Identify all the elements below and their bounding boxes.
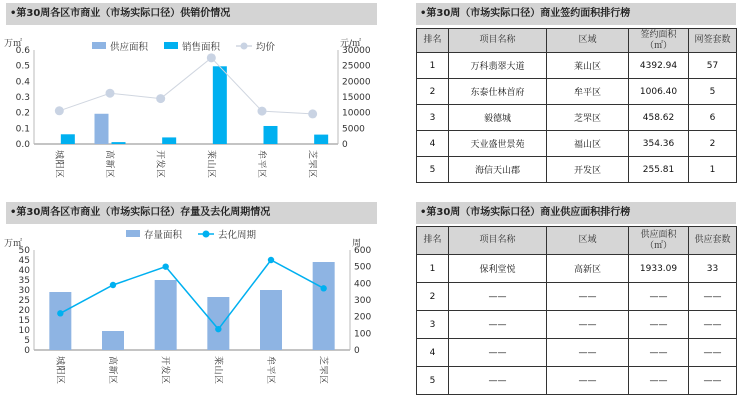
signing-table-cell: 芝罘区: [547, 105, 629, 131]
right-tick-label: 400: [354, 279, 372, 290]
right-tick-label: 200: [354, 312, 372, 323]
supply-table-cell: 保利堂悦: [449, 255, 547, 283]
right-axis-unit: 元/㎡: [340, 39, 362, 49]
signing-table-row: [417, 131, 737, 157]
signing-table-cell: 4392.94: [629, 53, 689, 79]
supply-table-row: [417, 311, 737, 339]
signing-table-cell: 57: [689, 53, 737, 79]
supply-table-cell: ——: [689, 283, 737, 311]
supply-bar: [95, 114, 109, 144]
signing-table-cell: 福山区: [547, 131, 629, 157]
legend-label: 去化周期: [218, 230, 257, 241]
category-label-char: 阳: [54, 365, 65, 375]
supply-table-cell: ——: [547, 367, 629, 395]
signing-header-cell: 项目名称: [449, 29, 547, 53]
left-tick-label: 40: [18, 266, 30, 276]
legend-swatch: [126, 230, 140, 237]
supply-table-cell: ——: [629, 311, 689, 339]
supply-table-cell: 4: [417, 339, 449, 367]
legend-marker: [203, 231, 210, 238]
left-tick-label: 0.1: [15, 124, 30, 135]
signing-table-cell: 牟平区: [547, 79, 629, 105]
category-label-char: 发: [159, 365, 170, 375]
supply-table-cell: ——: [629, 367, 689, 395]
supply-table-cell: ——: [547, 283, 629, 311]
stock-bar: [102, 331, 124, 350]
cycle-point: [57, 310, 63, 316]
legend-swatch: [92, 42, 106, 49]
left-tick-label: 0.5: [15, 61, 30, 72]
category-label-char: 莱: [212, 355, 223, 366]
stock-bar: [313, 262, 335, 350]
stock-chart-title: •第30周各区市商业（市场实际口径）存量及去化周期情况: [6, 202, 377, 224]
category-label-char: 罘: [306, 159, 317, 169]
supply-table-cell: ——: [547, 339, 629, 367]
left-tick-label: 0.6: [15, 46, 30, 56]
category-label-char: 区: [317, 374, 328, 385]
signing-table-cell: 3: [417, 105, 449, 131]
signing-table-cell: 东泰仕林首府: [449, 79, 547, 105]
sales-bar: [112, 142, 126, 144]
category-label-char: 牟: [265, 355, 275, 366]
category-label-char: 山: [205, 159, 216, 169]
supply-header-cell: 项目名称: [449, 227, 547, 255]
category-label-char: 区: [265, 374, 275, 385]
price-point: [106, 89, 115, 98]
right-tick-label: 10000: [342, 108, 371, 119]
signing-table-cell: 4: [417, 131, 449, 157]
category-label-char: 新: [104, 159, 114, 169]
left-tick-label: 0: [24, 346, 30, 356]
legend-label: 存量面积: [144, 230, 183, 241]
signing-table-cell: 1006.40: [629, 79, 689, 105]
price-point: [55, 106, 64, 115]
cycle-point: [320, 285, 326, 291]
cycle-point: [268, 257, 274, 263]
category-label-char: 城: [53, 149, 64, 160]
signing-table-cell: 开发区: [547, 157, 629, 183]
supply-table-cell: ——: [449, 339, 547, 367]
legend-swatch: [164, 42, 178, 49]
cycle-point: [110, 282, 116, 288]
signing-table-cell: 2: [417, 79, 449, 105]
price-point: [156, 94, 165, 103]
category-label-char: 开: [159, 355, 170, 366]
legend-label: 供应面积: [110, 42, 149, 53]
stock-bar: [207, 297, 229, 350]
left-tick-label: 25: [18, 296, 30, 306]
right-tick-label: 25000: [342, 61, 371, 72]
signing-table-cell: 458.62: [629, 105, 689, 131]
right-tick-label: 500: [354, 262, 372, 273]
category-label-char: 区: [256, 168, 266, 179]
right-tick-label: 30000: [342, 46, 371, 56]
supply-table-row: [417, 255, 737, 283]
signing-header-cell: 区域: [547, 29, 629, 53]
signing-table-cell: 255.81: [629, 157, 689, 183]
supply-header-cell: 供应套数: [689, 227, 737, 255]
supply-table-cell: ——: [449, 367, 547, 395]
left-tick-label: 0.0: [15, 140, 30, 150]
supply-table-row: [417, 367, 737, 395]
price-point: [258, 107, 267, 116]
category-label-char: 高: [107, 355, 117, 366]
sales-bar: [213, 66, 227, 144]
signing-table-cell: 1: [689, 157, 737, 183]
supply-table-cell: ——: [689, 311, 737, 339]
right-tick-label: 5000: [342, 124, 365, 135]
signing-table-cell: 5: [689, 79, 737, 105]
category-label-char: 牟: [256, 149, 266, 160]
category-label-char: 区: [306, 168, 317, 179]
category-label-char: 罘: [317, 365, 328, 375]
supply-header-cell: 供应面积 （㎡）: [629, 227, 689, 255]
right-tick-label: 0: [354, 346, 360, 356]
right-tick-label: 15000: [342, 93, 371, 103]
signing-table-cell: 毅德城: [449, 105, 547, 131]
signing-table-row: [417, 79, 737, 105]
signing-table-row: [417, 105, 737, 131]
price-line: [59, 58, 312, 114]
signing-header-cell: 排名: [417, 29, 449, 53]
left-tick-label: 0.3: [15, 93, 30, 103]
legend-label: 均价: [256, 42, 276, 53]
category-label-char: 芝: [317, 355, 328, 366]
category-label-char: 新: [107, 365, 117, 375]
signing-table-row: [417, 157, 737, 183]
stock-bar: [49, 292, 71, 350]
category-label-char: 区: [104, 168, 114, 179]
left-tick-label: 10: [18, 326, 30, 336]
signing-header-cell: 签约面积 （㎡）: [629, 29, 689, 53]
left-tick-label: 30: [18, 286, 30, 296]
right-tick-label: 100: [354, 329, 372, 340]
right-tick-label: 600: [354, 246, 372, 256]
category-label-char: 平: [256, 159, 266, 169]
stock-bar: [155, 280, 177, 350]
category-label-char: 芝: [306, 149, 317, 160]
category-label-char: 莱: [205, 149, 216, 160]
signing-table-cell: 2: [689, 131, 737, 157]
left-tick-label: 5: [24, 336, 30, 346]
category-label-char: 开: [154, 149, 165, 160]
left-tick-label: 45: [18, 256, 30, 266]
supply-table-cell: 2: [417, 283, 449, 311]
signing-table-cell: 354.36: [629, 131, 689, 157]
right-tick-label: 0: [342, 140, 348, 150]
category-label-char: 区: [107, 374, 117, 385]
category-label-char: 区: [54, 374, 65, 385]
legend-marker: [241, 43, 248, 50]
sales-bar: [314, 135, 328, 144]
left-tick-label: 0.4: [15, 77, 30, 88]
left-tick-label: 15: [18, 316, 30, 326]
signing-table-cell: 莱山区: [547, 53, 629, 79]
category-label-char: 阳: [53, 159, 64, 169]
cycle-point: [162, 263, 168, 269]
supply-header-cell: 区域: [547, 227, 629, 255]
category-label-char: 高: [104, 149, 114, 160]
signing-table-cell: 天业盛世景苑: [449, 131, 547, 157]
supply-table-cell: 33: [689, 255, 737, 283]
category-label-char: 山: [212, 365, 223, 375]
signing-table-cell: 海信天山郡: [449, 157, 547, 183]
price-point: [308, 109, 317, 118]
signing-table-cell: 万科翡翠大道: [449, 53, 547, 79]
supply-ranking-table: [416, 226, 737, 395]
signing-ranking-title: •第30周（市场实际口径）商业签约面积排行榜: [416, 3, 736, 25]
supply-header-cell: 排名: [417, 227, 449, 255]
left-tick-label: 35: [18, 276, 30, 286]
price-chart: [0, 26, 380, 194]
signing-table-row: [417, 53, 737, 79]
category-label-char: 区: [212, 374, 223, 385]
supply-table-cell: ——: [689, 339, 737, 367]
signing-table-cell: 6: [689, 105, 737, 131]
category-label-char: 发: [154, 159, 165, 169]
signing-header-cell: 网签套数: [689, 29, 737, 53]
left-axis-unit: 万㎡: [4, 239, 23, 249]
sales-bar: [162, 137, 176, 144]
category-label-char: 城: [54, 355, 65, 366]
supply-table-cell: ——: [547, 311, 629, 339]
right-tick-label: 300: [354, 296, 372, 306]
supply-table-cell: ——: [449, 311, 547, 339]
left-tick-label: 20: [18, 306, 30, 316]
legend-label: 销售面积: [182, 42, 221, 53]
left-axis-unit: 万㎡: [4, 39, 23, 49]
signing-table-cell: 1: [417, 53, 449, 79]
supply-table-cell: 3: [417, 311, 449, 339]
stock-chart: [0, 226, 380, 404]
left-tick-label: 50: [18, 246, 30, 256]
supply-table-row: [417, 283, 737, 311]
supply-table-cell: 1: [417, 255, 449, 283]
cycle-line: [60, 260, 323, 329]
category-label-char: 平: [265, 365, 275, 375]
price-point: [207, 53, 216, 62]
category-label-char: 区: [154, 168, 165, 179]
left-tick-label: 0.2: [15, 108, 30, 119]
price-chart-title: •第30周各区市商业（市场实际口径）供销价情况: [6, 3, 377, 25]
supply-table-cell: ——: [629, 283, 689, 311]
signing-table-cell: 5: [417, 157, 449, 183]
stock-bar: [260, 290, 282, 350]
category-label-char: 区: [159, 374, 170, 385]
supply-table-cell: ——: [449, 283, 547, 311]
supply-ranking-title: •第30周（市场实际口径）商业供应面积排行榜: [416, 202, 736, 224]
right-axis-unit: 周: [352, 239, 362, 249]
supply-table-cell: ——: [629, 339, 689, 367]
category-label-char: 区: [205, 168, 216, 179]
supply-table-cell: 1933.09: [629, 255, 689, 283]
sales-bar: [264, 126, 278, 144]
supply-table-row: [417, 339, 737, 367]
supply-table-cell: 高新区: [547, 255, 629, 283]
cycle-point: [215, 326, 221, 332]
supply-table-cell: 5: [417, 367, 449, 395]
sales-bar: [61, 134, 75, 144]
category-label-char: 区: [53, 168, 64, 179]
right-tick-label: 20000: [342, 77, 371, 88]
supply-table-cell: ——: [689, 367, 737, 395]
signing-ranking-table: [416, 28, 737, 183]
